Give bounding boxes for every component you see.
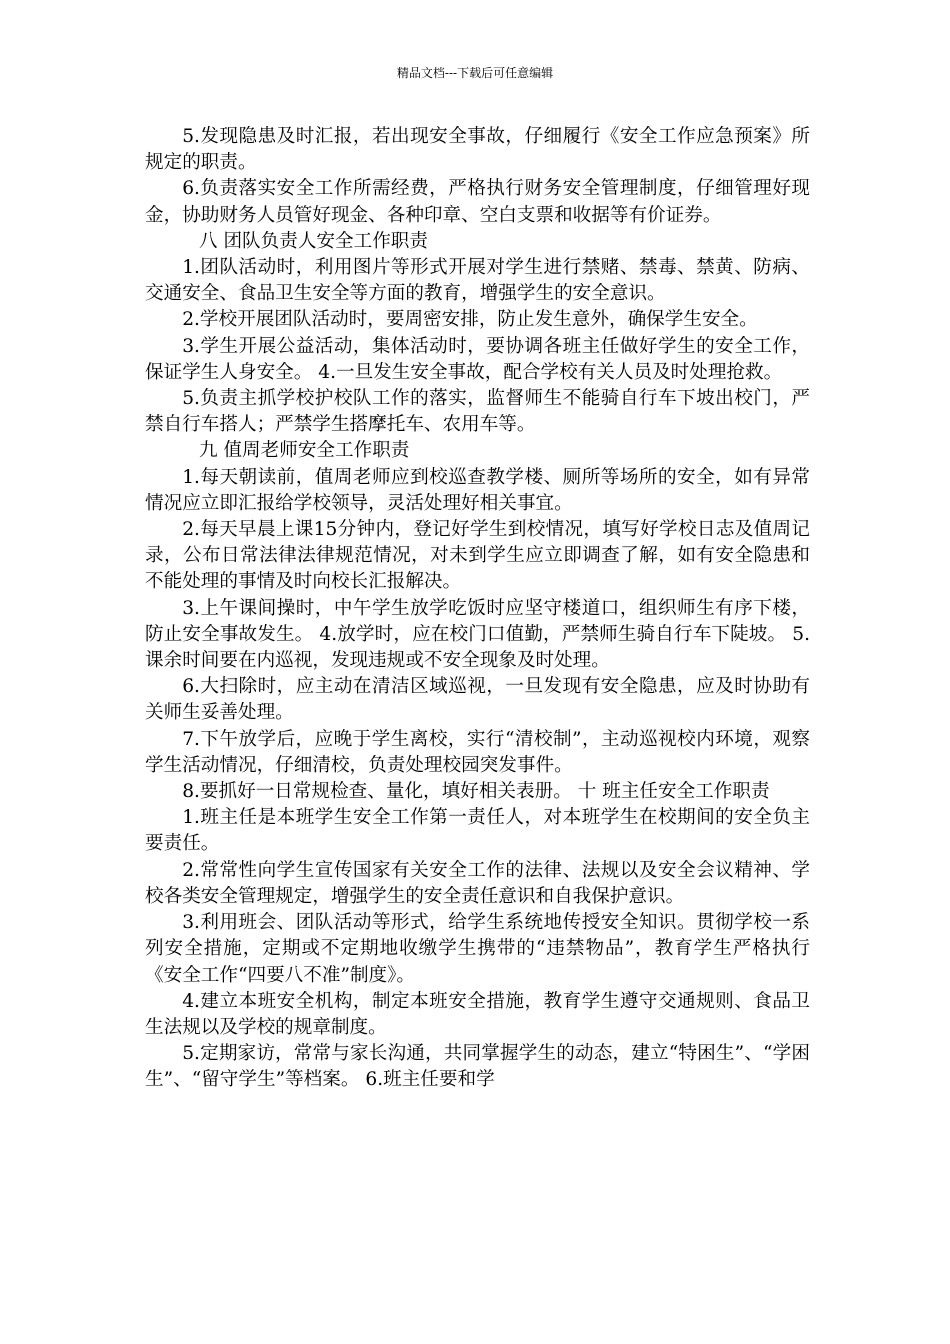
page-header: 精品文档---下载后可任意编辑 xyxy=(396,66,554,80)
paragraph: 7.下午放学后，应晚于学生离校，实行“清校制”，主动巡视校内环境，观察学生活动情况，仔细清校，负责处理校园突发事件。 xyxy=(145,728,810,776)
paragraph: 5.发现隐患及时汇报，若出现安全事故，仔细履行《安全工作应急预案》所规定的职责。 xyxy=(145,126,810,174)
paragraph: 6.负责落实安全工作所需经费，严格执行财务安全管理制度，仔细管理好现金，协助财务人员管好现金、各种印章、空白支票和收据等有价证券。 xyxy=(145,178,810,226)
paragraph: 4.建立本班安全机构，制定本班安全措施，教育学生遵守交通规则、食品卫生法规以及学校的规章制度。 xyxy=(145,990,810,1038)
paragraph: 1.班主任是本班学生安全工作第一责任人，对本班学生在校期间的安全负主要责任。 xyxy=(145,807,810,855)
paragraph: 2.每天早晨上课15分钟内，登记好学生到校情况，填写好学校日志及值周记录，公布日常法律法律规范情况，对未到学生应立即调查了解，如有安全隐患和不能处理的事情及时向校长汇报解决。 xyxy=(145,519,810,593)
paragraph: 6.大扫除时，应主动在清洁区域巡视，一旦发现有安全隐患，应及时协助有关师生妥善处理。 xyxy=(145,676,810,724)
paragraph: 2.常常性向学生宣传国家有关安全工作的法律、法规以及安全会议精神、学校各类安全管理规定，增强学生的安全责任意识和自我保护意识。 xyxy=(145,859,810,907)
section-heading: 九 值周老师安全工作职责 xyxy=(198,440,410,462)
paragraph: 3.利用班会、团队活动等形式，给学生系统地传授安全知识。贯彻学校一系列安全措施，定期或不定期地收缴学生携带的“违禁物品”，教育学生严格执行《安全工作“四要八不准”制度》。 xyxy=(145,912,810,986)
paragraph: 8.要抓好一日常规检查、量化，填好相关表册。 十 班主任安全工作职责 xyxy=(182,781,770,803)
paragraph: 1.团队活动时，利用图片等形式开展对学生进行禁赌、禁毒、禁黄、防病、交通安全、食品卫生安全等方面的教育，增强学生的安全意识。 xyxy=(145,257,810,305)
paragraph: 5.定期家访，常常与家长沟通，共同掌握学生的动态，建立“特困生”、“学困生”、“留守学生”等档案。 6.班主任要和学 xyxy=(145,1043,810,1091)
paragraph: 1.每天朝读前，值周老师应到校巡查教学楼、厕所等场所的安全，如有异常情况应立即汇报给学校领导，灵活处理好相关事宜。 xyxy=(145,466,810,514)
paragraph: 2.学校开展团队活动时，要周密安排，防止发生意外，确保学生安全。 xyxy=(182,309,758,331)
paragraph: 5.负责主抓学校护校队工作的落实，监督师生不能骑自行车下坡出校门，严禁自行车搭人；严禁学生搭摩托车、农用车等。 xyxy=(145,388,810,436)
paragraph: 3.学生开展公益活动，集体活动时，要协调各班主任做好学生的安全工作，保证学生人身安全。 4.一旦发生安全事故，配合学校有关人员及时处理抢救。 xyxy=(145,335,810,383)
section-heading: 八 团队负责人安全工作职责 xyxy=(198,230,428,252)
paragraph: 3.上午课间操时，中午学生放学吃饭时应坚守楼道口，组织师生有序下楼，防止安全事故发生。 4.放学时，应在校门口值勤，严禁师生骑自行车下陡坡。 5.课余时间要在内巡视，发现违规或不安全现象及时处理。 xyxy=(145,597,810,672)
document-body xyxy=(145,124,810,1094)
